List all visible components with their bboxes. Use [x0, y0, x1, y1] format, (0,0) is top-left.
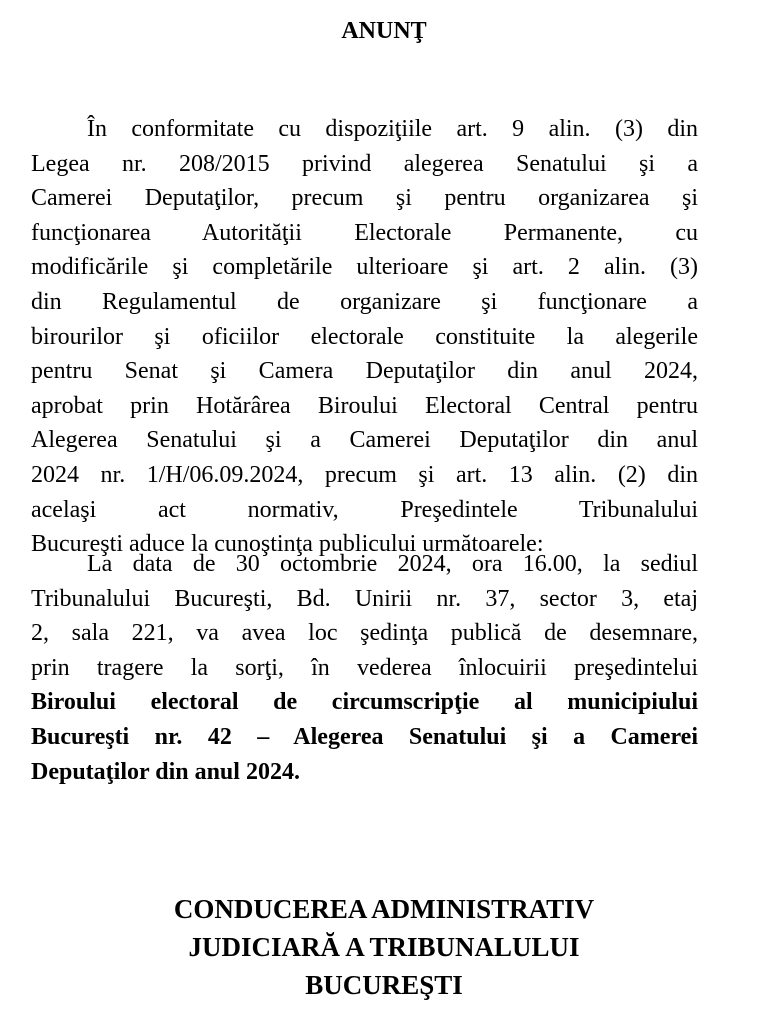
text-line: pentru Senat şi Camera Deputaţilor din anul 2024,: [31, 358, 698, 385]
signature-line: BUCUREŞTI: [305, 970, 463, 1000]
signature-line: CONDUCEREA ADMINISTRATIV: [173, 894, 595, 924]
text-line: din Regulamentul de organizare şi funcţionare a: [31, 288, 698, 315]
text-line: În conformitate cu dispoziţiile art. 9 alin. (3) din: [87, 116, 698, 142]
bold-text-line: Deputaţilor din anul 2024.: [31, 758, 300, 785]
signature-line: JUDICIARĂ A TRIBUNALULUI: [188, 932, 580, 962]
text-line: Alegerea Senatului şi a Camerei Deputaţilor din anul: [31, 427, 698, 454]
announcement-title: ANUNŢ: [341, 18, 427, 44]
text-line: Tribunalului Bucureşti, Bd. Unirii nr. 37, sector 3, etaj: [31, 585, 698, 612]
bold-text-line: Bucureşti nr. 42 – Alegerea Senatului şi a Camerei: [31, 723, 698, 750]
text-line: modificările şi completările ulterioare şi art. 2 alin. (3): [31, 254, 698, 281]
text-line: acelaşi act normativ, Preşedintele Tribunalului: [31, 496, 698, 523]
text-line: funcţionarea Autorităţii Electorale Permanente, cu: [31, 219, 698, 246]
announcement-paragraph-2: [31, 547, 698, 789]
text-line: prin tragere la sorţi, în vederea înlocuirii preşedintelui: [31, 654, 698, 681]
signature-block: [0, 890, 768, 1004]
text-line: Bucureşti aduce la cunoştinţa publicului următoarele:: [31, 531, 544, 558]
text-line: aprobat prin Hotărârea Biroului Electoral Central pentru: [31, 392, 698, 419]
text-line: birourilor şi oficiilor electorale constituite la alegerile: [31, 323, 698, 350]
bold-text-line: Biroului electoral de circumscripţie al municipiului: [31, 689, 698, 716]
text-line: Legea nr. 208/2015 privind alegerea Senatului şi a: [31, 150, 698, 177]
text-line: La data de 30 octombrie 2024, ora 16.00, la sediul: [87, 551, 698, 577]
text-line: Camerei Deputaţilor, precum şi pentru organizarea şi: [31, 185, 698, 212]
text-line: 2, sala 221, va avea loc şedinţa publică de desemnare,: [31, 620, 698, 647]
announcement-paragraph-1: [31, 112, 698, 562]
text-line: 2024 nr. 1/H/06.09.2024, precum şi art. 13 alin. (2) din: [31, 461, 698, 488]
